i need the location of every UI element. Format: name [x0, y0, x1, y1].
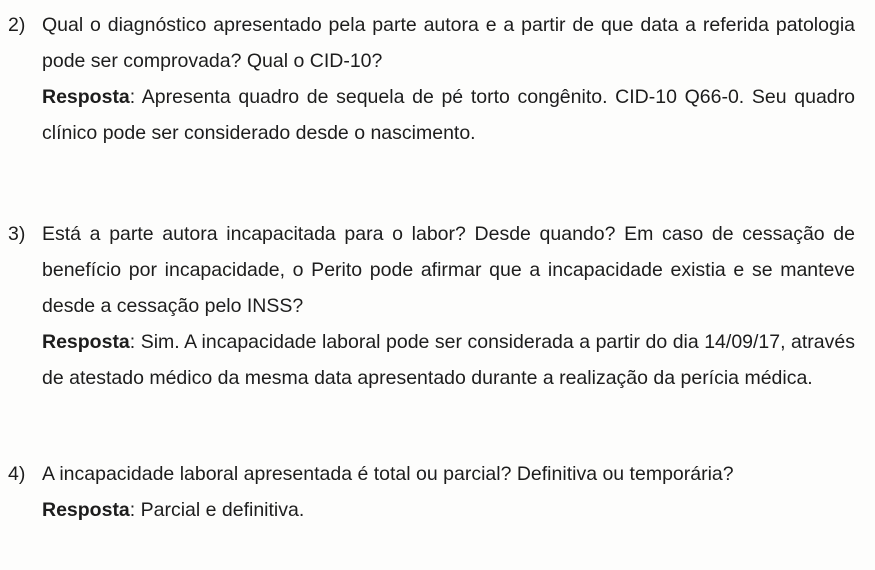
question-item-2 — [0, 7, 855, 151]
question-body — [42, 216, 855, 396]
question-body — [42, 456, 855, 528]
answer-label: Resposta — [42, 499, 130, 521]
question-number: 4) — [8, 463, 26, 485]
answer-label: Resposta — [42, 331, 130, 353]
answer-text: : Parcial e definitiva. — [129, 499, 305, 521]
answer-text: : Apresenta quadro de sequela de pé torto congênito. CID-10 Q66-0. Seu quadro clínico pode ser considerado desde o nascimento. — [42, 86, 855, 144]
answer-paragraph — [42, 492, 855, 528]
question-number: 3) — [8, 223, 26, 245]
answer-label: Resposta — [42, 86, 130, 108]
question-body — [42, 7, 855, 151]
question-text: Está a parte autora incapacitada para o labor? Desde quando? Em caso de cessação de benefício por incapacidade, o Perito pode afirmar que a incapacidade existia e se manteve desde a cessação pelo INSS? — [42, 223, 855, 317]
question-item-4 — [0, 456, 855, 528]
answer-text: : Sim. A incapacidade laboral pode ser considerada a partir do dia 14/09/17, através de atestado médico da mesma data apresentado durante a realização da perícia médica. — [42, 331, 855, 389]
question-text: Qual o diagnóstico apresentado pela parte autora e a partir de que data a referida patologia pode ser comprovada? Qual o CID-10? — [42, 14, 855, 72]
answer-paragraph — [42, 79, 855, 151]
question-text: A incapacidade laboral apresentada é total ou parcial? Definitiva ou temporária? — [42, 463, 734, 485]
question-item-3 — [0, 216, 855, 396]
question-number: 2) — [8, 14, 26, 36]
answer-paragraph — [42, 324, 855, 396]
